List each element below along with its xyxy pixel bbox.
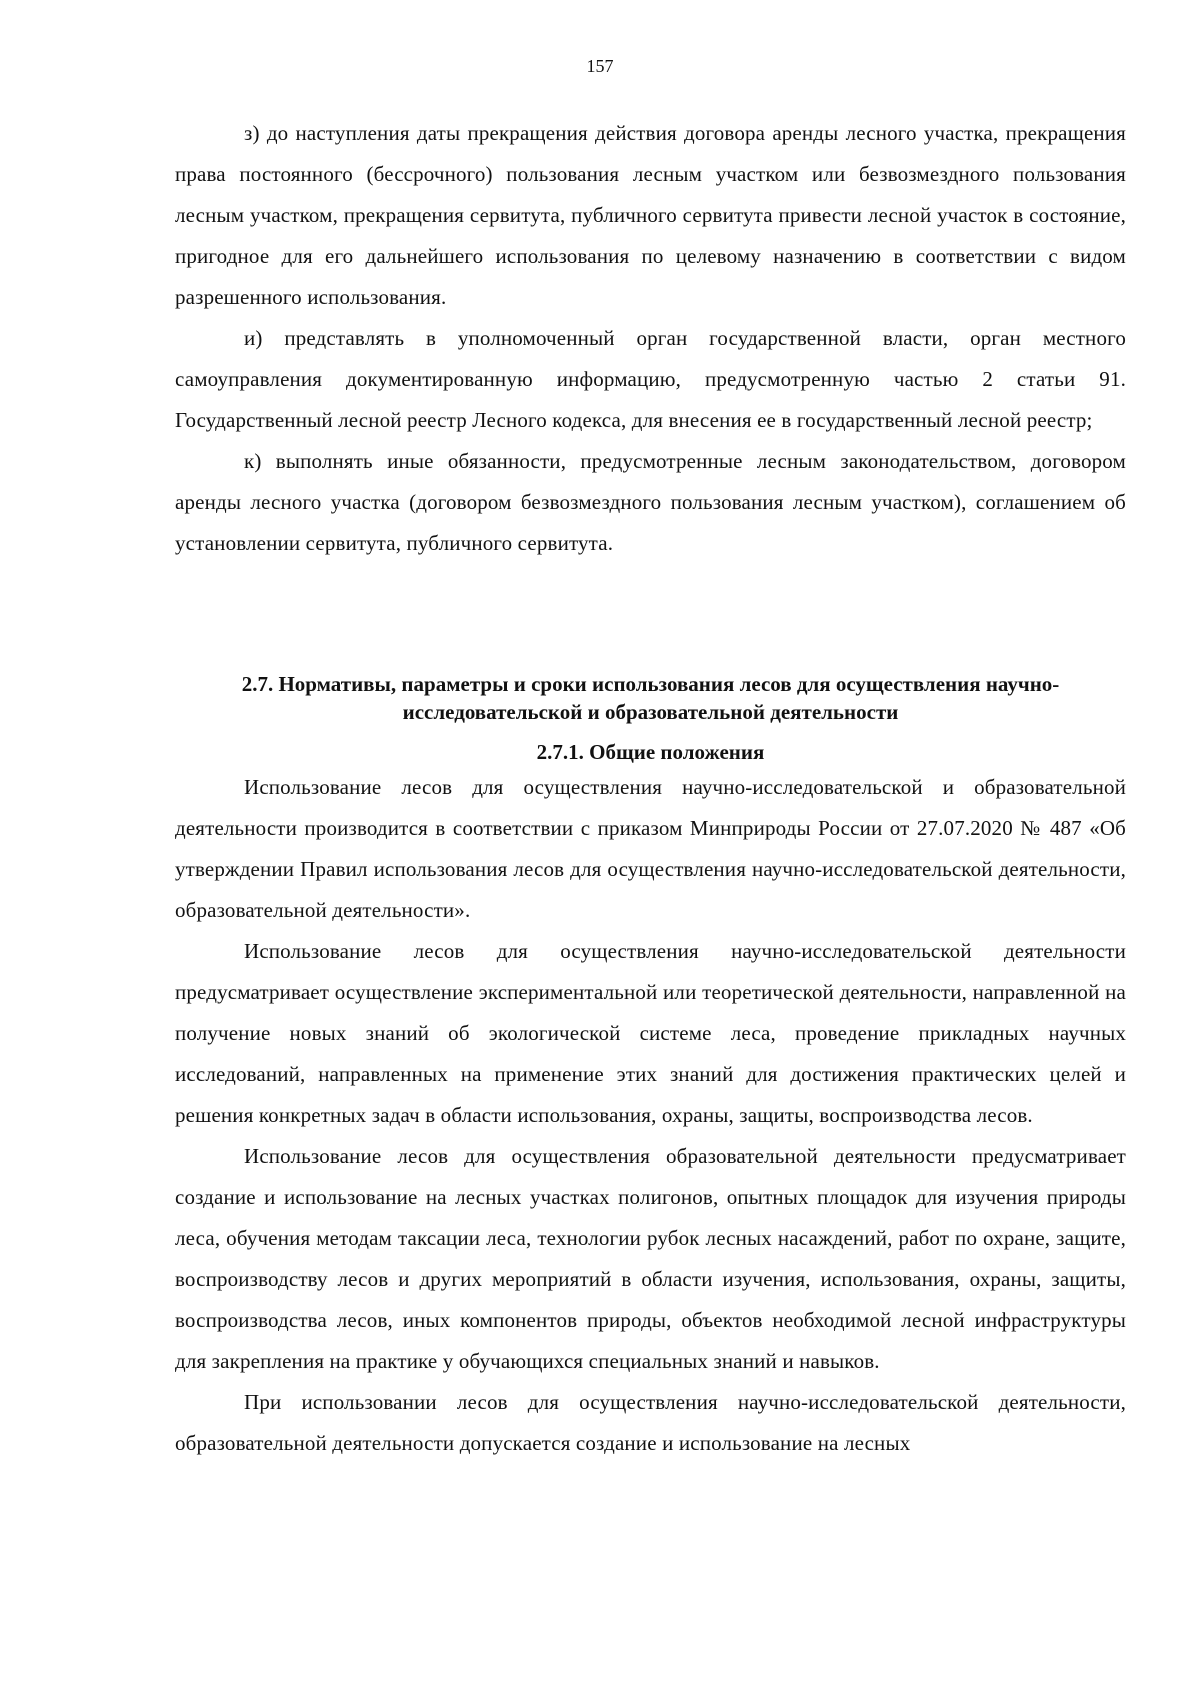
page-number: 157 xyxy=(586,56,614,76)
paragraph-1: Использование лесов для осуществления научно-исследовательской и образовательной деятельности производится в соответствии с приказом Минприроды России от 27.07.2020 № 487 «Об утверждении Правил использования лесов для осуществления научно-исследовательской деятельности, образовательной деятельности». xyxy=(175,775,1126,922)
paragraph-3: Использование лесов для осуществления образовательной деятельности предусматривает создание и использование на лесных участках полигонов, опытных площадок для изучения природы леса, обучения методам таксации леса, технологии рубок лесных насаждений, работ по охране, защите, воспроизводству лесов и других мероприятий в области изучения, использования, охраны, защиты, воспроизводства лесов, иных компонентов природы, объектов необходимой лесной инфраструктуры для закрепления на практике у обучающихся специальных знаний и навыков. xyxy=(175,1144,1126,1373)
paragraph-4: При использовании лесов для осуществления научно-исследовательской деятельности, образовательной деятельности допускается создание и использование на лесных xyxy=(175,1390,1126,1455)
paragraph-k: к) выполнять иные обязанности, предусмотренные лесным законодательством, договором аренды лесного участка (договором безвозмездного пользования лесным участком), соглашением об установлении сервитута, публичного сервитута. xyxy=(175,449,1126,555)
subsection-heading: 2.7.1. Общие положения xyxy=(536,740,765,764)
paragraph-z: з) до наступления даты прекращения действия договора аренды лесного участка, прекращения права постоянного (бессрочного) пользования лесным участком или безвозмездного пользования лесным участком, прекращения сервитута, публичного сервитута привести лесной участок в состояние, пригодное для его дальнейшего использования по целевому назначению в соответствии с видом разрешенного использования. xyxy=(175,121,1126,309)
top-paragraphs xyxy=(175,113,1126,564)
bottom-paragraphs xyxy=(175,767,1126,1464)
paragraph-2: Использование лесов для осуществления научно-исследовательской деятельности предусматривает осуществление экспериментальной или теоретической деятельности, направленной на получение новых знаний об экологической системе леса, проведение прикладных научных исследований, направленных на применение этих знаний для достижения практических целей и решения конкретных задач в области использования, охраны, защиты, воспроизводства лесов. xyxy=(175,939,1126,1127)
section-heading: 2.7. Нормативы, параметры и сроки использования лесов для осуществления научно-исследовательской и образовательной деятельности xyxy=(241,672,1060,724)
paragraph-i: и) представлять в уполномоченный орган государственной власти, орган местного самоуправления документированную информацию, предусмотренную частью 2 статьи 91. Государственный лесной реестр Лесного кодекса, для внесения ее в государственный лесной реестр; xyxy=(175,326,1126,432)
